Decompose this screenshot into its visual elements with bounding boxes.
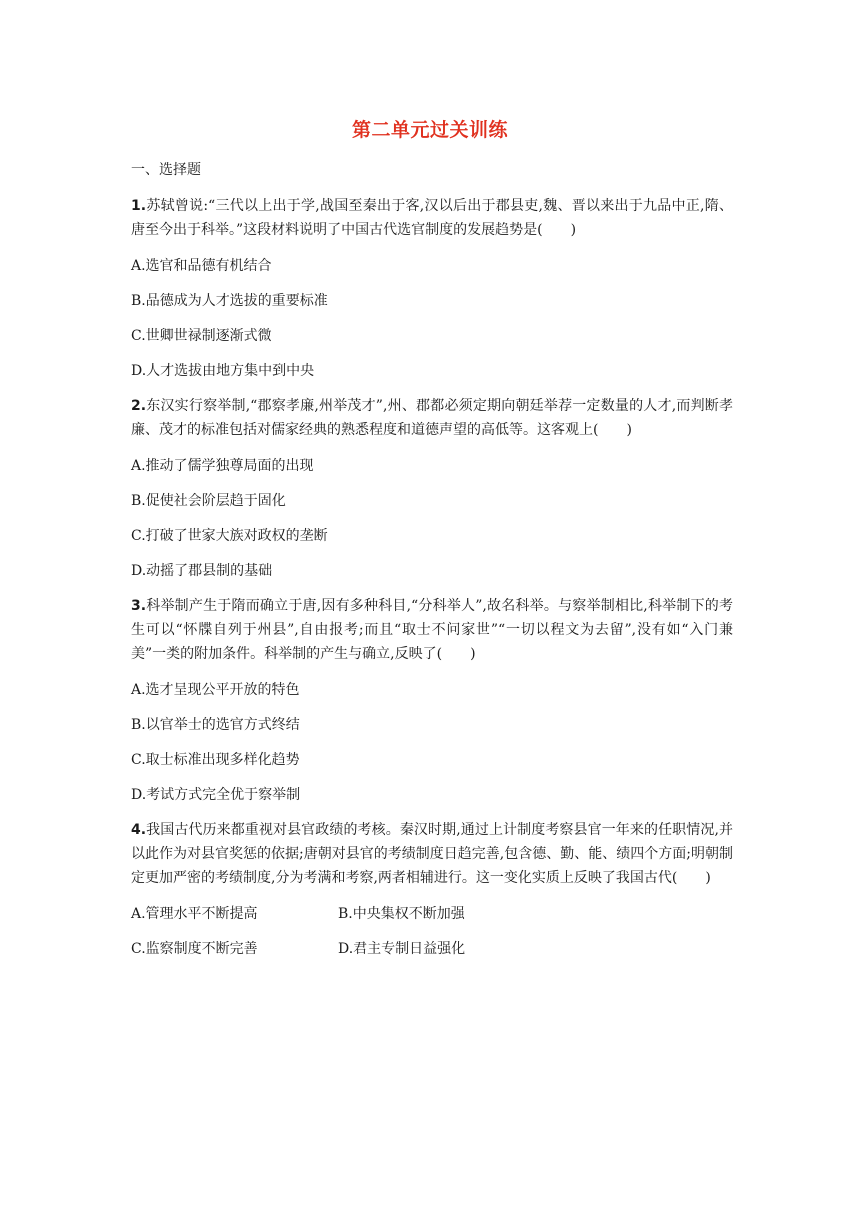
question-3-option-d: D.考试方式完全优于察举制 [131, 787, 301, 803]
question-2-stem [131, 394, 733, 442]
question-1-option-c: C.世卿世禄制逐渐式微 [131, 328, 272, 344]
question-4-option-a: A.管理水平不断提高 [131, 906, 258, 922]
question-number: 3. [131, 598, 147, 614]
page-title: 第二单元过关训练 [351, 119, 508, 141]
question-1-stem [131, 194, 733, 242]
question-number: 2. [131, 398, 147, 414]
question-text: 东汉实行察举制,“郡察孝廉,州举茂才”,州、郡都必须定期向朝廷举荐一定数量的人才,而判断孝廉、茂才的标准包括对儒家经典的熟悉程度和道德声望的高低等。这客观上( ) [131, 398, 733, 438]
question-1-option-b: B.品德成为人才选拔的重要标准 [131, 293, 328, 309]
question-4-option-c: C.监察制度不断完善 [131, 941, 258, 957]
document-content [131, 158, 733, 972]
question-2-option-c: C.打破了世家大族对政权的垄断 [131, 528, 328, 544]
question-4-option-d: D.君主专制日益强化 [338, 941, 466, 957]
question-4-stem [131, 818, 733, 890]
question-4-options-row-1 [131, 902, 733, 926]
question-3-option-b: B.以官举士的选官方式终结 [131, 717, 300, 733]
question-2-option-d: D.动摇了郡县制的基础 [131, 563, 273, 579]
question-4-option-b: B.中央集权不断加强 [338, 906, 465, 922]
question-3-option-c: C.取士标准出现多样化趋势 [131, 752, 300, 768]
question-1-option-a: A.选官和品德有机结合 [131, 258, 272, 274]
question-4-options-row-2 [131, 937, 733, 961]
question-text: 我国古代历来都重视对县官政绩的考核。秦汉时期,通过上计制度考察县官一年来的任职情况,并以此作为对县官奖惩的依据;唐朝对县官的考绩制度日趋完善,包含德、勤、能、绩四个方面;明朝制定更加严密的考绩制度,分为考满和考察,两者相辅进行。这一变化实质上反映了我国古代( ) [131, 822, 733, 886]
question-number: 1. [131, 198, 147, 214]
question-2-option-b: B.促使社会阶层趋于固化 [131, 493, 286, 509]
question-text: 苏轼曾说:“三代以上出于学,战国至秦出于客,汉以后出于郡县吏,魏、晋以来出于九品中正,隋、唐至今出于科举。”这段材料说明了中国古代选官制度的发展趋势是( ) [131, 198, 733, 238]
section-heading: 一、选择题 [131, 162, 201, 178]
question-number: 4. [131, 822, 147, 838]
question-3-stem [131, 594, 733, 666]
question-text: 科举制产生于隋而确立于唐,因有多种科目,“分科举人”,故名科举。与察举制相比,科举制下的考生可以“怀牒自列于州县”,自由报考;而且“取士不问家世”“一切以程文为去留”,没有如“入门兼美”一类的附加条件。科举制的产生与确立,反映了( ) [131, 598, 733, 662]
question-2-option-a: A.推动了儒学独尊局面的出现 [131, 458, 314, 474]
question-3-option-a: A.选才呈现公平开放的特色 [131, 682, 300, 698]
question-1-option-d: D.人才选拔由地方集中到中央 [131, 363, 315, 379]
